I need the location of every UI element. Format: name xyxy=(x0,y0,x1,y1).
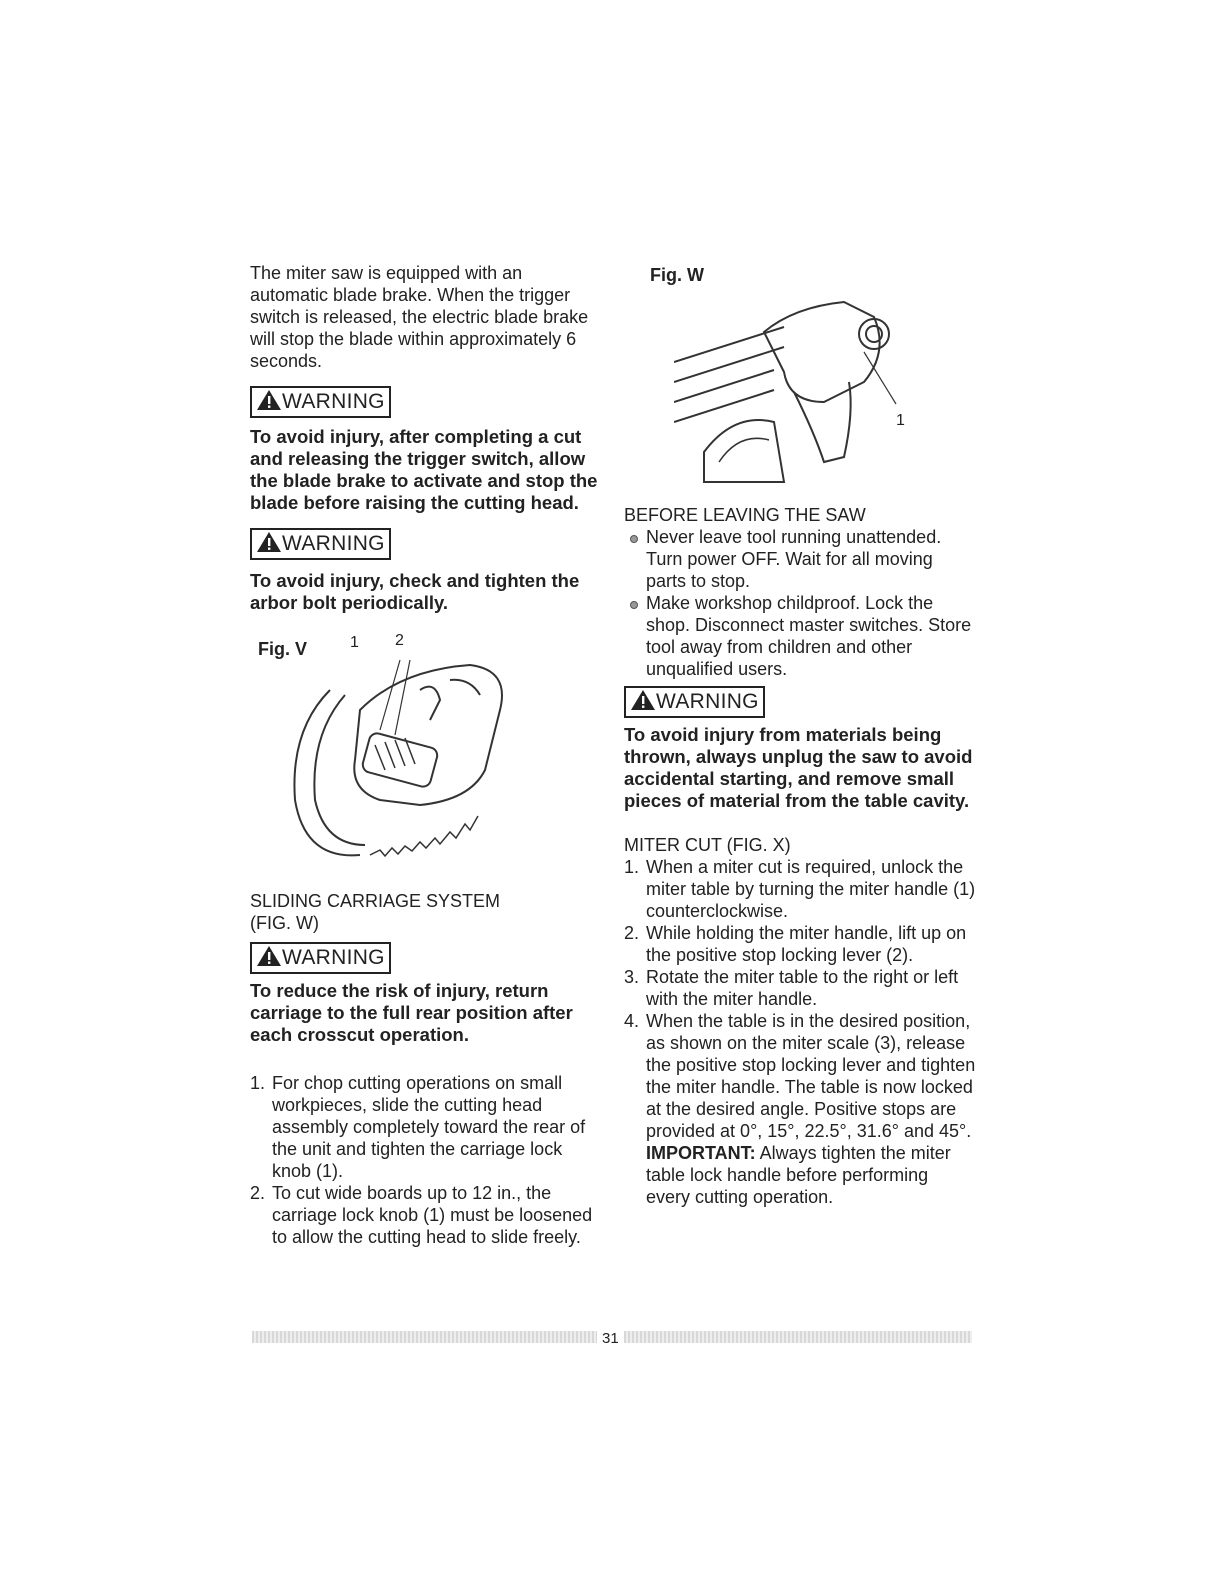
warning-label: WARNING xyxy=(282,946,385,969)
right-column xyxy=(624,262,976,1208)
warning-text: To avoid injury, after completing a cut and releasing the trigger switch, allow the blade brake to activate and stop the blade before raising the cutting head. xyxy=(250,426,598,513)
footer-bar-left xyxy=(252,1331,597,1343)
warning-block-4 xyxy=(624,686,976,812)
warning-triangle-icon xyxy=(256,945,282,967)
bullet-icon xyxy=(630,535,638,543)
left-column xyxy=(250,262,602,1248)
sliding-heading-line-1: SLIDING CARRIAGE SYSTEM xyxy=(250,891,501,911)
important-note xyxy=(624,1142,976,1208)
warning-label-box xyxy=(250,528,391,560)
before-leaving-heading: BEFORE LEAVING THE SAW xyxy=(624,505,866,525)
list-item: 1. For chop cutting operations on small workpieces, slide the cutting head assembly completely toward the rear of the unit and tighten the carriage lock knob (1). xyxy=(250,1073,586,1181)
figure-callout-2: 2 xyxy=(395,632,404,649)
list-item: 2. While holding the miter handle, lift up on the positive stop locking lever (2). xyxy=(624,923,967,965)
list-item: 3. Rotate the miter table to the right or left with the miter handle. xyxy=(624,967,959,1009)
important-label: IMPORTANT: xyxy=(646,1143,756,1163)
intro-paragraph: The miter saw is equipped with an automatic blade brake. When the trigger switch is released, the electric blade brake will stop the blade within approximately 6 seconds. xyxy=(250,263,589,371)
warning-label: WARNING xyxy=(282,532,385,555)
miter-cut-heading: MITER CUT (FIG. X) xyxy=(624,835,791,855)
warning-block-3 xyxy=(250,942,602,1046)
sliding-steps-list xyxy=(250,1072,602,1248)
list-item: 2. To cut wide boards up to 12 in., the carriage lock knob (1) must be loosened to allow the cutting head to slide freely. xyxy=(250,1183,593,1247)
warning-text: To reduce the risk of injury, return carriage to the full rear position after each crosscut operation. xyxy=(250,980,573,1045)
figure-v xyxy=(250,630,602,880)
warning-label-box xyxy=(250,942,391,974)
list-item: Never leave tool running unattended. Turn power OFF. Wait for all moving parts to stop. xyxy=(624,526,976,592)
warning-block-1 xyxy=(250,386,602,514)
warning-triangle-icon xyxy=(256,389,282,411)
warning-triangle-icon xyxy=(256,531,282,553)
page-number: 31 xyxy=(602,1330,619,1347)
figure-callout-1: 1 xyxy=(350,634,359,651)
warning-label-box xyxy=(250,386,391,418)
footer-bar-right xyxy=(624,1331,972,1343)
sliding-carriage-heading xyxy=(250,890,602,934)
sliding-carriage-illustration xyxy=(674,292,904,492)
warning-label-box xyxy=(624,686,765,718)
miter-steps-list xyxy=(624,856,976,1142)
important-text: Always tighten the miter table lock handle before performing every cutting operation. xyxy=(646,1143,951,1207)
bullet-icon xyxy=(630,601,638,609)
list-item: Make workshop childproof. Lock the shop. Disconnect master switches. Store tool away from children and other unqualified users. xyxy=(624,592,976,680)
miter-saw-blade-illustration xyxy=(270,650,520,880)
warning-label: WARNING xyxy=(282,390,385,413)
figure-w-label: Fig. W xyxy=(650,265,704,285)
sliding-heading-line-2: (FIG. W) xyxy=(250,913,319,933)
warning-label: WARNING xyxy=(656,690,759,713)
list-item: 4. When the table is in the desired position, as shown on the miter scale (3), release the positive stop locking lever and tighten the miter handle. The table is now locked at the desired angle. Positive stops are provided at 0°, 15°, 22.5°, 31.6° and 45°. xyxy=(624,1011,976,1141)
warning-text: To avoid injury, check and tighten the arbor bolt periodically. xyxy=(250,570,580,613)
warning-triangle-icon xyxy=(630,689,656,711)
before-leaving-list xyxy=(624,526,976,680)
figure-v-label: Fig. V xyxy=(258,639,307,659)
warning-block-2 xyxy=(250,528,602,614)
warning-text: To avoid injury from materials being thrown, always unplug the saw to avoid accidental starting, and remove small pieces of material from the table cavity. xyxy=(624,724,973,811)
figure-w xyxy=(624,262,976,494)
figure-callout-1: 1 xyxy=(896,412,905,429)
list-item: 1. When a miter cut is required, unlock the miter table by turning the miter handle (1) counterclockwise. xyxy=(624,857,976,921)
